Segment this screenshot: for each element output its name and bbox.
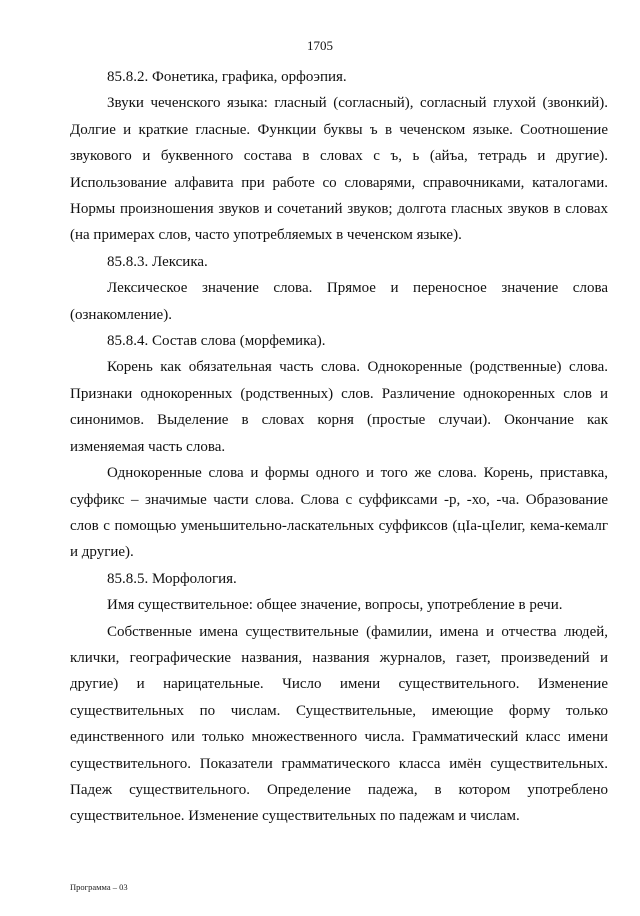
paragraph-proper-nouns: Собственные имена существительные (фамилии, имена и отчества людей, клички, географические названия, названия журналов, газет, произведений и другие) и нарицательные. Число имени существительного. Изменение существительных по числам. Существительные, имеющие форму только единственного или только множественного числа. Грамматический класс имени существительного. Показатели грамматического класса имён существительных. Падеж существительного. Определение падежа, в котором употреблено существительное. Изменение существительных по падежам и числам. [70, 623, 608, 825]
page-number: 1705 [307, 38, 333, 53]
heading-morphology: 85.8.5. Морфология. [107, 570, 237, 587]
heading-morphemics: 85.8.4. Состав слова (морфемика). [107, 333, 326, 350]
paragraph-noun: Имя существительное: общее значение, вопросы, употребление в речи. [107, 597, 563, 614]
document-body [70, 64, 608, 830]
page-footer: Программа – 03 [70, 882, 128, 892]
paragraph-sounds: Звуки чеченского языка: гласный (согласный), согласный глухой (звонкий). Долгие и краткие гласные. Функции буквы ъ в чеченском языке. Соотношение звукового и буквенного состава в словах с ъ, ь (айъа, тетрадь и другие). Использование алфавита при работе со словарями, справочниками, каталогами. Нормы произношения звуков и сочетаний звуков; долгота гласных звуков в словах (на примерах слов, часто употребляемых в чеченском языке). [70, 95, 608, 244]
heading-lexicon: 85.8.3. Лексика. [107, 253, 208, 270]
heading-phonetics: 85.8.2. Фонетика, графика, орфоэпия. [107, 69, 347, 85]
paragraph-root: Корень как обязательная часть слова. Однокоренные (родственные) слова. Признаки однокоренных (родственных) слов. Различение однокоренных слов и синонимов. Выделение в словах корня (простые случаи). Окончание как изменяемая часть слова. [70, 359, 608, 455]
paragraph-word-forms: Однокоренные слова и формы одного и того же слова. Корень, приставка, суффикс – значимые части слова. Слова с суффиксами -р, -хо, -ча. Образование слов с помощью уменьшительно-ласкательных суффиксов (цIа-цIелиг, кема-кемалг и другие). [70, 465, 608, 561]
paragraph-lexical-meaning: Лексическое значение слова. Прямое и переносное значение слова (ознакомление). [70, 280, 608, 323]
